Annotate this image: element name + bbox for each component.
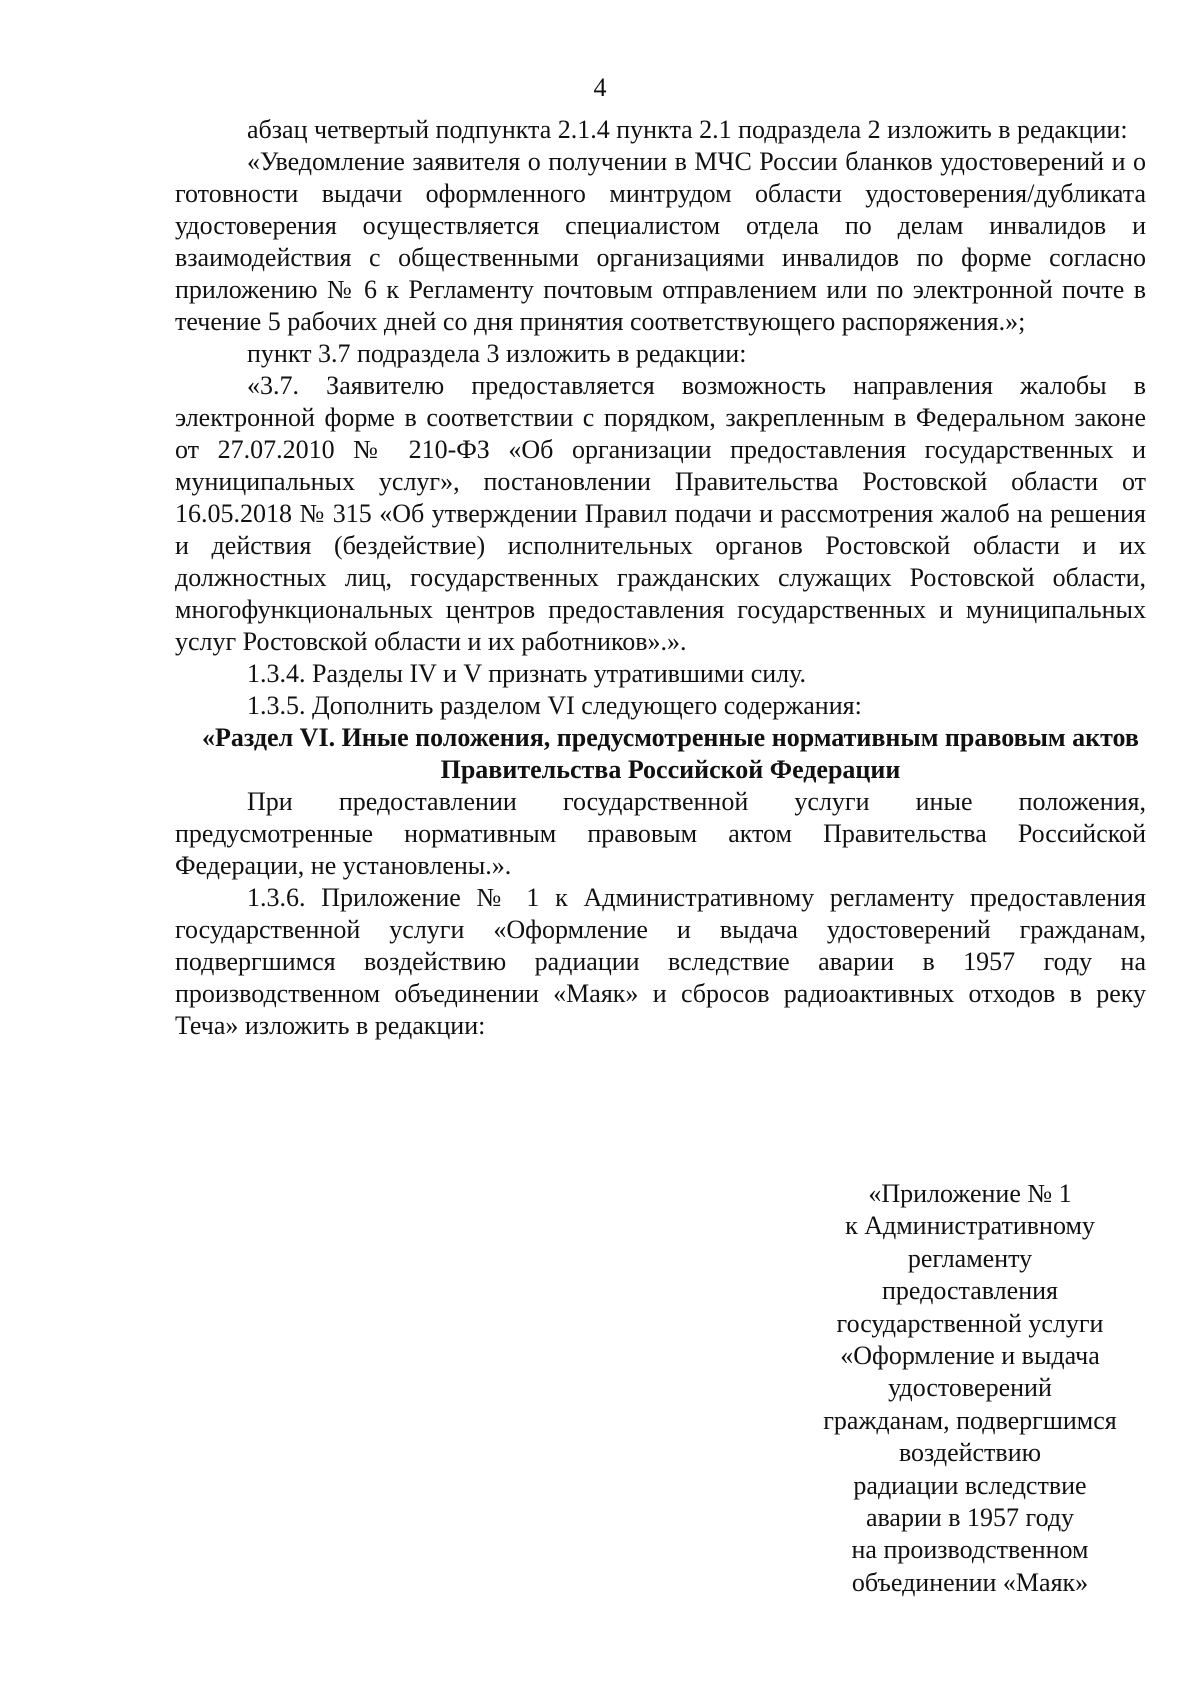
paragraph-section-vi-text: При предоставлении государственной услуги иные положения, предусмотренные нормативным правовым актом Правительства Российской Федерации, не установлены.».	[175, 787, 1146, 880]
paragraph-amendment-intro: абзац четвертый подпункта 2.1.4 пункта 2.1 подраздела 2 изложить в редакции:	[247, 115, 1128, 144]
paragraph-1-3-5: 1.3.5. Дополнить разделом VI следующего содержания:	[247, 691, 862, 720]
appendix-line: радиации вследствие	[853, 1470, 1087, 1500]
paragraph-1-3-4: 1.3.4. Разделы IV и V признать утратившими силу.	[247, 659, 807, 688]
page-number: 4	[593, 73, 607, 102]
appendix-line: государственной услуги	[836, 1308, 1104, 1338]
appendix-line: на производственном	[851, 1535, 1089, 1565]
appendix-line: гражданам, подвергшимся	[823, 1405, 1117, 1435]
section-vi-heading: «Раздел VI. Иные положения, предусмотренные нормативным правовым актов Правительства Российской Федерации	[202, 723, 1139, 784]
paragraph-item-3-7-intro: пункт 3.7 подраздела 3 изложить в редакции:	[247, 339, 747, 368]
paragraph-item-3-7-quote: «3.7. Заявителю предоставляется возможность направления жалобы в электронной форме в соответствии с порядком, закрепленным в Федеральном законе от 27.07.2010 № 210-ФЗ «Об организации предоставления государственных и муниципальных услуг», постановлении Правительства Ростовской области от 16.05.2018 № 315 «Об утверждении Правил подачи и рассмотрения жалоб на решения и действия (бездействие) исполнительных органов Ростовской области и их должностных лиц, государственных гражданских служащих Ростовской области, многофункциональных центров предоставления государственных и муниципальных услуг Ростовской области и их работников».».	[175, 371, 1146, 656]
appendix-line: воздействию	[898, 1438, 1042, 1468]
appendix-line: аварии в 1957 году	[865, 1503, 1075, 1533]
appendix-line: «Оформление и выдача	[840, 1341, 1100, 1371]
appendix-line: объединении «Маяк»	[851, 1567, 1089, 1597]
appendix-line: «Приложение № 1	[868, 1179, 1072, 1208]
paragraph-1-3-6: 1.3.6. Приложение № 1 к Административному регламенту предоставления государственной услуги «Оформление и выдача удостоверений гражданам, подвергшимся воздействию радиации вследствие аварии в 1957 году на производственном объединении «Маяк» и сбросов радиоактивных отходов в реку Теча» изложить в редакции:	[175, 883, 1146, 1040]
appendix-line: регламенту	[907, 1243, 1033, 1273]
appendix-line: предоставления	[882, 1276, 1058, 1306]
document-body	[175, 114, 1146, 1042]
paragraph-notification-quote: «Уведомление заявителя о получении в МЧС России бланков удостоверений и о готовности выдачи оформленного минтрудом области удостоверения/дубликата удостоверения осуществляется специалистом отдела по делам инвалидов и взаимодействия с общественными организациями инвалидов по форме согласно приложению № 6 к Регламенту почтовым отправлением или по электронной почте в течение 5 рабочих дней со дня принятия соответствующего распоряжения.»;	[175, 147, 1146, 336]
appendix-header	[800, 1178, 1140, 1599]
appendix-line: к Административному	[845, 1211, 1095, 1241]
appendix-line: удостоверений	[888, 1373, 1052, 1403]
